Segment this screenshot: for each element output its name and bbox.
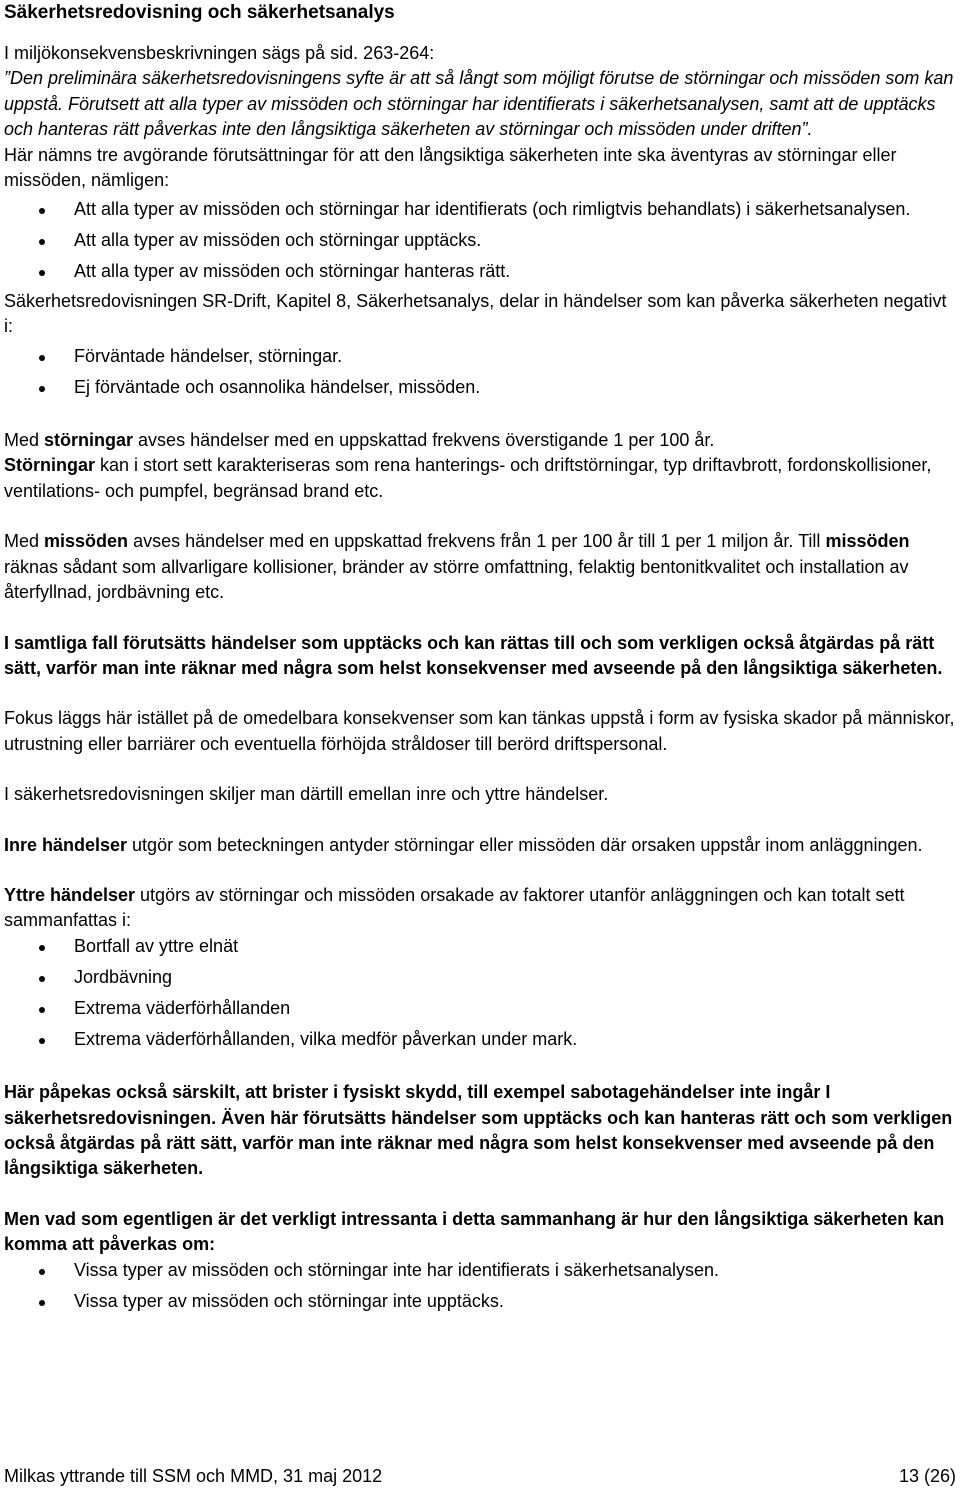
- concerns-list: [4, 1258, 956, 1314]
- storningar-paragraph-1: Med störningar avses händelser med en uppskattad frekvens överstigande 1 per 100 år.: [4, 430, 715, 451]
- list-item: Bortfall av yttre elnät: [4, 934, 956, 959]
- document-page: [4, 0, 956, 1314]
- list-item: Förväntade händelser, störningar.: [4, 344, 956, 369]
- bullet-icon: [39, 945, 45, 951]
- yttre-paragraph: Yttre händelser utgörs av störningar och missöden orsakade av faktorer utanför anläggningen och kan totalt sett sammanfattas i:: [4, 884, 905, 931]
- page-number: 13 (26): [898, 1466, 956, 1486]
- bold-paragraph-3: Men vad som egentligen är det verkligt intressanta i detta sammanhang är hur den långsiktiga säkerheten kan komma att påverkas om:: [4, 1208, 945, 1255]
- storningar-paragraph-2: Störningar kan i stort sett karakteriseras som rena hanterings- och driftstörningar, typ driftavbrott, fordonskollisioner, ventilations- och pumpfel, begränsad brand etc.: [4, 455, 932, 501]
- event-types-list: [4, 344, 956, 400]
- fokus-paragraph: Fokus läggs här istället på de omedelbara konsekvenser som kan tänkas uppstå i form av fysiska skador på människor, utrustning eller barriärer och eventuella förhöjda stråldoser till berörd driftspersonal.: [4, 708, 955, 754]
- list-item: Att alla typer av missöden och störningar hanteras rätt.: [4, 259, 956, 284]
- intro-line: I miljökonsekvensbeskrivningen sägs på sid. 263-264:: [4, 43, 435, 63]
- missoden-paragraph: Med missöden avses händelser med en uppskattad frekvens från 1 per 100 år till 1 per 1 miljon år. Till missöden räknas sådant som allvarligare kollisioner, bränder av större omfattning, felaktig bentonitkvalitet och installation av återfyllnad, jordbävning etc.: [4, 531, 910, 603]
- sr-paragraph: Säkerhetsredovisningen SR-Drift, Kapitel 8, Säkerhetsanalys, delar in händelser som kan påverka säkerheten negativt i:: [4, 290, 947, 337]
- page-footer: [4, 1465, 956, 1487]
- bullet-icon: [39, 1007, 45, 1013]
- intro-lead: Här nämns tre avgörande förutsättningar för att den långsiktiga säkerheten inte ska äventyras av störningar eller missöden, nämligen:: [4, 144, 897, 191]
- external-events-list: [4, 934, 956, 1052]
- section-heading: Säkerhetsredovisning och säkerhetsanalys: [4, 2, 395, 23]
- bullet-icon: [39, 355, 45, 361]
- list-item: Extrema väderförhållanden, vilka medför påverkan under mark.: [4, 1027, 956, 1052]
- skiljer-paragraph: I säkerhetsredovisningen skiljer man därtill emellan inre och yttre händelser.: [4, 784, 609, 805]
- bullet-icon: [39, 976, 45, 982]
- intro-quote: ”Den preliminära säkerhetsredovisningens syfte är att så långt som möjligt förutse de störningar och missöden som kan uppstå. Förutsett att alla typer av missöden och störningar har identifierats i säkerhetsanalysen, samt att de upptäcks och hanteras rätt påverkas inte den långsiktiga säkerheten av störningar och missöden under driften”.: [4, 68, 954, 140]
- list-item: Vissa typer av missöden och störningar inte upptäcks.: [4, 1289, 956, 1314]
- bullet-icon: [39, 1269, 45, 1275]
- bullet-icon: [39, 239, 45, 245]
- bold-paragraph-2: Här påpekas också särskilt, att brister i fysiskt skydd, till exempel sabotagehändelser inte ingår I säkerhetsredovisningen. Även här förutsätts händelser som upptäcks och kan hanteras rätt och som verkligen också åtgärdas på rätt sätt, varför man inte räknar med några som helst konsekvenser med avseende på den långsiktiga säkerheten.: [4, 1082, 953, 1179]
- bullet-icon: [39, 1300, 45, 1306]
- bullet-icon: [39, 386, 45, 392]
- list-item: Ej förväntade och osannolika händelser, missöden.: [4, 375, 956, 400]
- bullet-icon: [39, 1038, 45, 1044]
- list-item: Extrema väderförhållanden: [4, 996, 956, 1021]
- conditions-list: [4, 197, 956, 284]
- footer-title: Milkas yttrande till SSM och MMD, 31 maj 2012: [4, 1466, 383, 1486]
- list-item: Jordbävning: [4, 965, 956, 990]
- inre-paragraph: Inre händelser utgör som beteckningen antyder störningar eller missöden där orsaken uppstår inom anläggningen.: [4, 834, 923, 855]
- list-item: Att alla typer av missöden och störningar upptäcks.: [4, 228, 956, 253]
- bullet-icon: [39, 270, 45, 276]
- list-item: Vissa typer av missöden och störningar inte har identifierats i säkerhetsanalysen.: [4, 1258, 956, 1283]
- bullet-icon: [39, 208, 45, 214]
- list-item: Att alla typer av missöden och störningar har identifierats (och rimligtvis behandlats) i säkerhetsanalysen.: [4, 197, 956, 222]
- bold-paragraph-1: I samtliga fall förutsätts händelser som upptäcks och kan rättas till och som verkligen också åtgärdas på rätt sätt, varför man inte räknar med några som helst konsekvenser med avseende på den långsiktiga säkerheten.: [4, 632, 943, 678]
